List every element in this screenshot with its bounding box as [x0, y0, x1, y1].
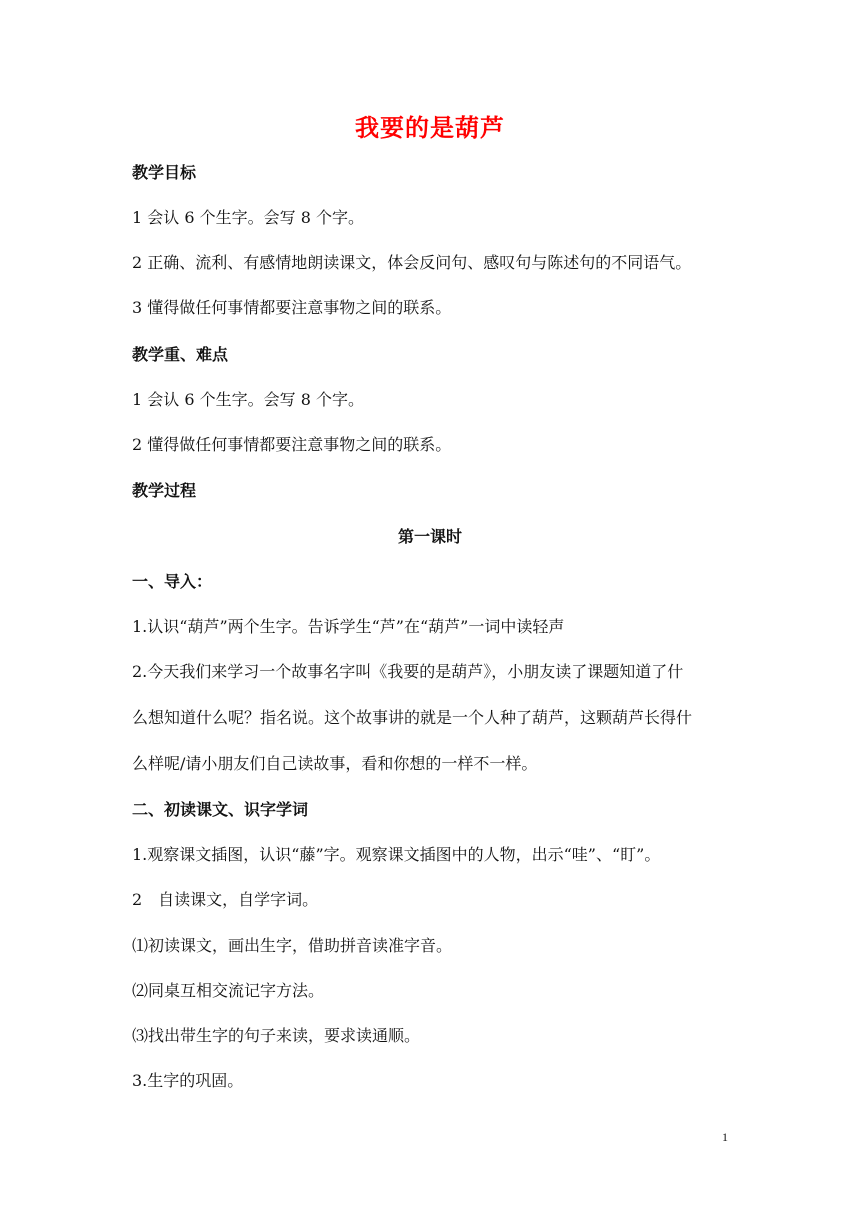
- part2-line-2: 2 自读课文，自学字词。: [132, 890, 319, 909]
- part1-heading: 一、导入：: [132, 572, 213, 591]
- part2-line-4: ⑵同桌互相交流记字方法。: [132, 981, 325, 1000]
- part2-line-5: ⑶找出带生字的句子来读，要求读通顺。: [132, 1026, 421, 1045]
- goal-item-2: 2 正确、流利、有感情地朗读课文，体会反问句、感叹句与陈述句的不同语气。: [132, 253, 692, 272]
- page-number: 1: [722, 1130, 728, 1144]
- key-point-item-1: 1 会认 6 个生字。会写 8 个字。: [132, 390, 364, 409]
- part1-line-4: 么样呢/请小朋友们自己读故事，看和你想的一样不一样。: [132, 754, 538, 773]
- part2-heading: 二、初读课文、识字学词: [132, 800, 309, 819]
- key-points-heading: 教学重、难点: [132, 345, 229, 364]
- part1-line-3: 么想知道什么呢？指名说。这个故事讲的就是一个人种了葫芦，这颗葫芦长得什: [132, 708, 693, 727]
- part1-line-1: 1.认识“葫芦”两个生字。告诉学生“芦”在“葫芦”一词中读轻声: [132, 617, 565, 636]
- part1-line-2: 2.今天我们来学习一个故事名字叫《我要的是葫芦》，小朋友读了课题知道了什: [132, 662, 684, 681]
- goals-heading: 教学目标: [132, 163, 197, 182]
- part2-line-6: 3.生字的巩固。: [132, 1071, 244, 1090]
- part2-line-3: ⑴初读课文，画出生字，借助拼音读准字音。: [132, 936, 453, 955]
- key-point-item-2: 2 懂得做任何事情都要注意事物之间的联系。: [132, 435, 452, 454]
- goal-item-1: 1 会认 6 个生字。会写 8 个字。: [132, 208, 364, 227]
- goal-item-3: 3 懂得做任何事情都要注意事物之间的联系。: [132, 298, 452, 317]
- document-title: 我要的是葫芦: [355, 114, 505, 142]
- process-heading: 教学过程: [132, 481, 197, 500]
- part2-line-1: 1.观察课文插图，认识“藤”字。观察课文插图中的人物，出示“哇”、“盯”。: [132, 845, 661, 864]
- lesson-heading: 第一课时: [397, 527, 462, 546]
